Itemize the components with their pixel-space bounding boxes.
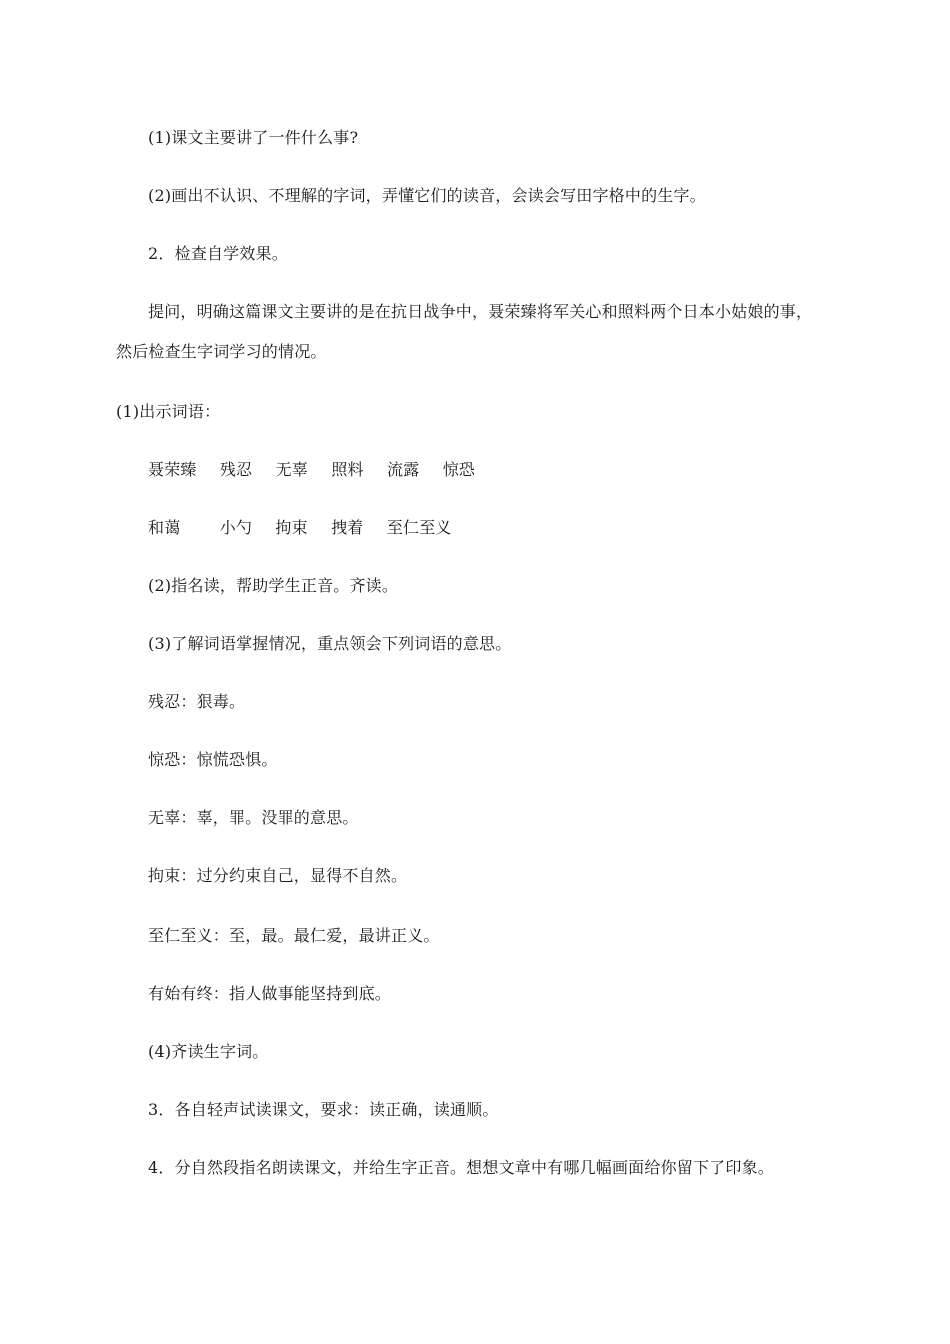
vocab-word: 拽着: [331, 518, 364, 537]
definition-line: 无辜：辜，罪。没罪的意思。: [148, 808, 359, 827]
definition-line: 残忍：狠毒。: [148, 692, 246, 711]
vocab-word: 至仁至义: [386, 518, 452, 537]
word-list-row-2: [148, 518, 452, 538]
vocab-word: 拘束: [275, 518, 308, 537]
paragraph-line-1: 提问，明确这篇课文主要讲的是在抗日战争中，聂荣臻将军关心和照料两个日本小姑娘的事，: [148, 302, 813, 321]
task-question-2: (2)画出不认识、不理解的字词，弄懂它们的读音，会读会写田字格中的生字。: [148, 186, 706, 205]
definition-line: 至仁至义：至，最。最仁爱，最讲正义。: [148, 926, 440, 945]
vocab-word: 照料: [331, 460, 364, 479]
show-words-heading: (1)出示词语：: [116, 402, 221, 421]
sub-step-2: (2)指名读，帮助学生正音。齐读。: [148, 576, 399, 595]
sub-step-3: (3)了解词语掌握情况，重点领会下列词语的意思。: [148, 634, 512, 653]
vocab-word: 残忍: [219, 460, 253, 479]
vocab-word: 流露: [387, 460, 420, 479]
step-3-heading: 3．各自轻声试读课文，要求：读正确，读通顺。: [148, 1100, 499, 1119]
task-question-1: (1)课文主要讲了一件什么事?: [148, 128, 359, 147]
step-2-heading: 2．检查自学效果。: [148, 244, 288, 263]
paragraph-line-2: 然后检查生字词学习的情况。: [116, 342, 327, 361]
definition-line: 拘束：过分约束自己，显得不自然。: [148, 866, 408, 885]
vocab-word: 小勺: [219, 518, 253, 537]
step-4-heading: 4．分自然段指名朗读课文，并给生字正音。想想文章中有哪几幅画面给你留下了印象。: [148, 1158, 774, 1177]
vocab-word: 聂荣臻: [148, 460, 197, 479]
vocab-word: 惊恐: [442, 460, 476, 479]
word-list-row-1: [148, 460, 475, 480]
definition-line: 有始有终：指人做事能坚持到底。: [148, 984, 392, 1003]
sub-step-4: (4)齐读生字词。: [148, 1042, 269, 1061]
vocab-word: 无辜: [275, 460, 309, 479]
definition-line: 惊恐：惊慌恐惧。: [148, 750, 278, 769]
vocab-word: 和蔼: [148, 518, 181, 537]
